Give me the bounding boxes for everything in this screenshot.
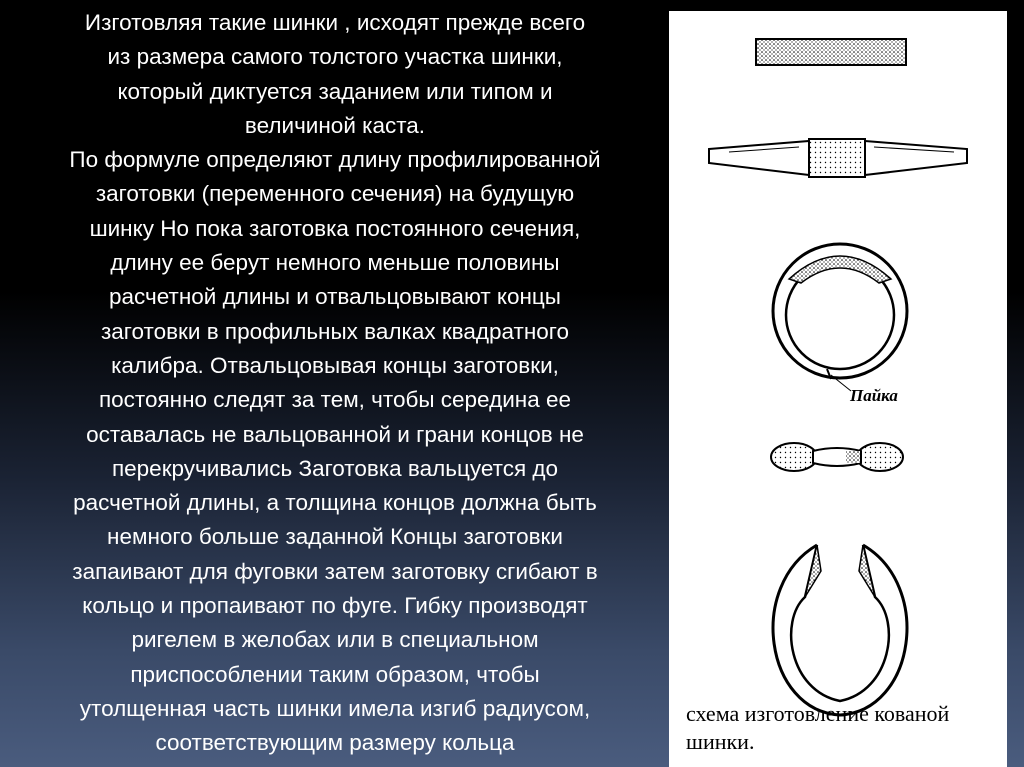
text-line: запаивают для фуговки затем заготовку сгибают в [72, 558, 598, 584]
caption-line: схема изготовление кованой [686, 701, 950, 726]
text-line: перекручивались Заготовка вальцуется до [111, 455, 559, 481]
ring-making-diagram [669, 11, 1007, 767]
text-line: заготовки в профильных валках квадратного [100, 318, 570, 344]
profiled-blank [709, 139, 967, 177]
text-line: приспособлении таким образом, чтобы [130, 661, 540, 687]
text-line: ригелем в желобах или в специальном [131, 627, 539, 653]
caption-line: шинки. [686, 729, 755, 754]
text-line: величиной каста. [244, 112, 426, 138]
solder-label: Пайка [850, 386, 898, 405]
body-text [10, 6, 660, 761]
text-line: постоянно следят за тем, чтобы середина ее [98, 387, 571, 413]
straight-bar-blank [756, 39, 906, 65]
forged-blank [771, 443, 903, 471]
figure-caption [686, 700, 1006, 756]
text-line: который диктуется заданием или типом и [117, 78, 553, 104]
text-line: шинку Но пока заготовка постоянного сечения, [89, 215, 581, 241]
bent-open-ring [773, 545, 907, 715]
text-line: из размера самого толстого участка шинки, [107, 44, 563, 70]
text-line: калибра. Отвальцовывая концы заготовки, [111, 352, 559, 378]
text-line: соответствующим размеру кольца [155, 730, 515, 756]
text-line: заготовки (переменного сечения) на будущую [95, 181, 575, 207]
soldered-ring [773, 244, 907, 391]
text-line: длину ее берут немного меньше половины [110, 250, 560, 276]
figure-panel [669, 11, 1007, 767]
text-line: утолщенная часть шинки имела изгиб радиусом, [79, 695, 591, 721]
text-line: расчетной длины и отвальцовывают концы [109, 284, 561, 310]
text-line: немного больше заданной Концы заготовки [107, 524, 563, 550]
text-line: По формуле определяют длину профилированной [69, 147, 601, 173]
text-line: расчетной длины, а толщина концов должна быть [73, 490, 597, 516]
text-line: Изготовляя такие шинки , исходят прежде всего [84, 10, 586, 35]
text-line: кольцо и пропаивают по фуге. Гибку производят [82, 593, 588, 619]
text-line: оставалась не вальцованной и грани концов не [86, 421, 584, 447]
